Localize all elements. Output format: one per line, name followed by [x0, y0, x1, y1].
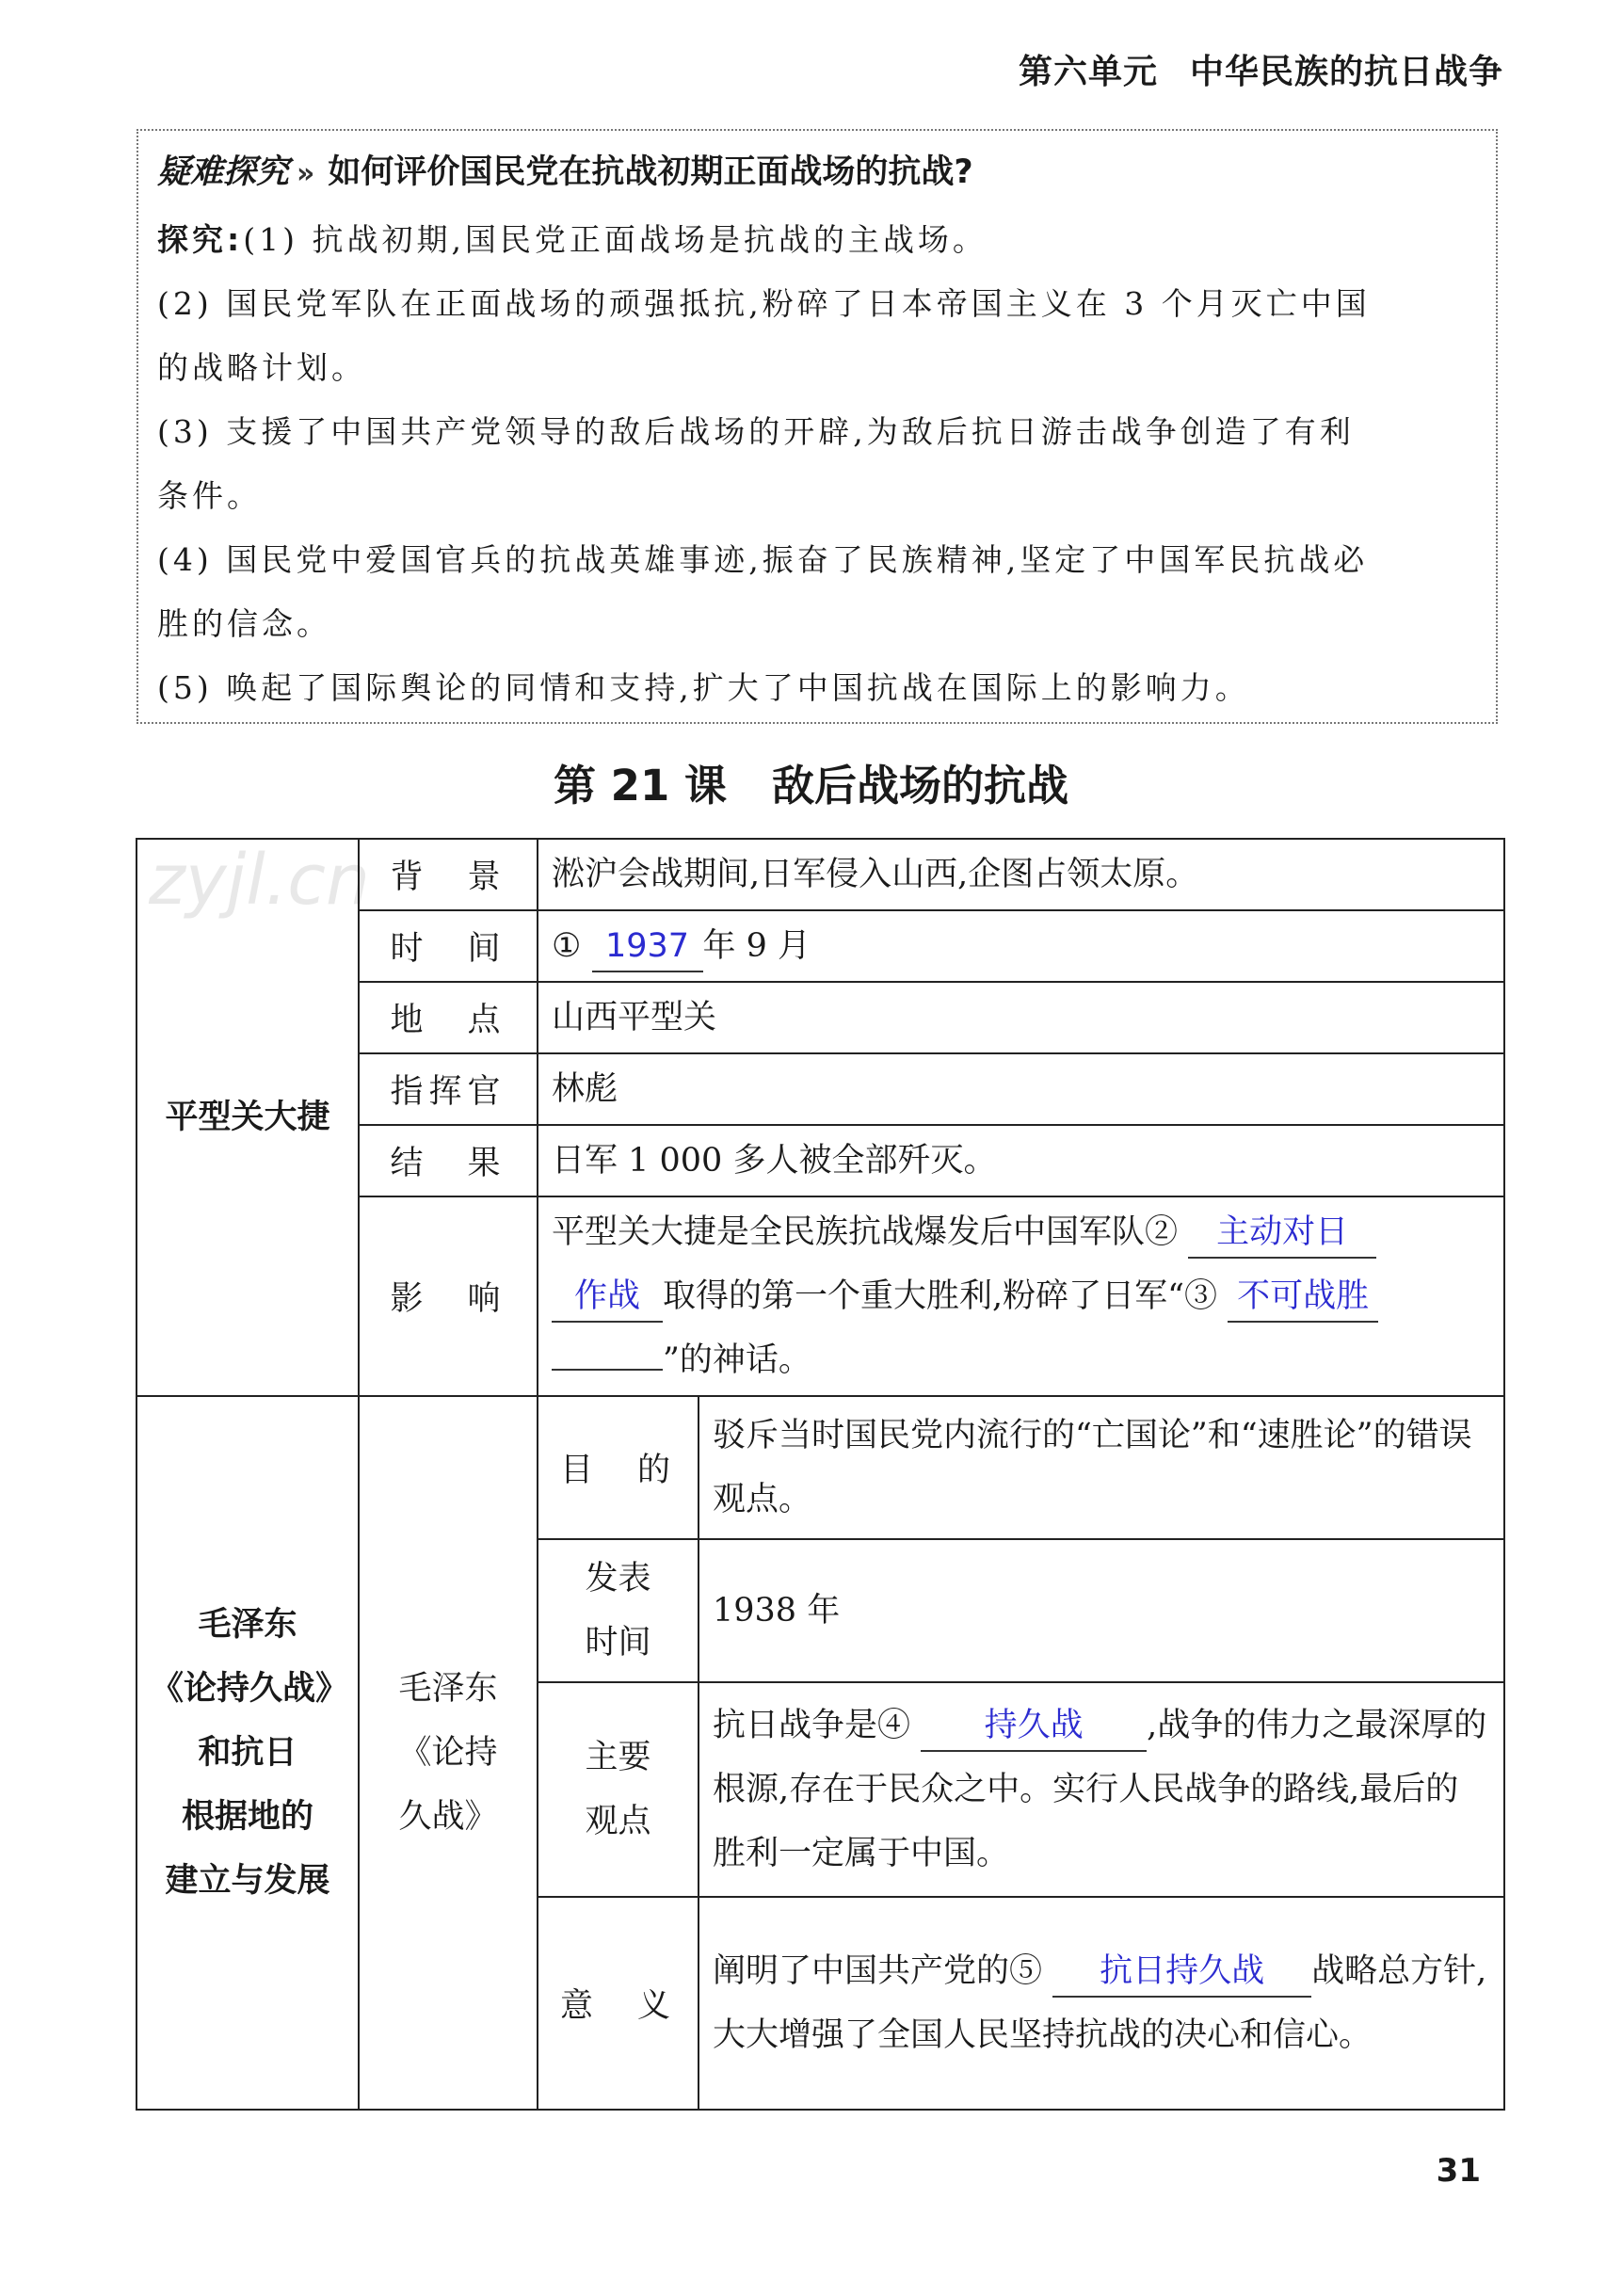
answer-blank-3-cont: [552, 1369, 663, 1371]
row-value-suffix: 年 9 月: [702, 927, 811, 965]
row-label: 地 点: [359, 982, 538, 1053]
inquiry-line: [157, 208, 1483, 272]
inquiry-line: (3) 支援了中国共产党领导的敌后战场的开辟,为敌后抗日游击战争创造了有利: [157, 413, 1355, 450]
row-label-line: 发表: [585, 1560, 651, 1598]
row-label: 影 响: [359, 1196, 538, 1396]
answer-label: 探究:: [157, 221, 244, 258]
lesson-title: [0, 751, 1622, 812]
table-row: [137, 839, 1504, 910]
inquiry-title: [157, 138, 1483, 208]
inquiry-line: 的战略计划。: [157, 349, 366, 386]
inquiry-line: (5) 唤起了国际舆论的同情和支持,扩大了中国抗战在国际上的影响力。: [157, 669, 1250, 706]
answer-blank-2a: 主动对日: [1188, 1208, 1376, 1259]
inquiry-line: (2) 国民党军队在正面战场的顽强抵抗,粉碎了日本帝国主义在 3 个月灭亡中国: [157, 285, 1371, 322]
impact-text: 平型关大捷是全民族抗战爆发后中国军队②: [552, 1213, 1179, 1251]
answer-blank-2b: 作战: [552, 1272, 663, 1323]
row-label: 指挥官: [359, 1053, 538, 1125]
subcategory-line: 毛泽东: [398, 1670, 498, 1708]
row-label: [538, 1682, 699, 1897]
row-value: 淞沪会战期间,日军侵入山西,企图占领太原。: [538, 839, 1504, 910]
impact-text: ”的神话。: [663, 1341, 811, 1379]
significance-text: 阐明了中国共产党的⑤: [713, 1952, 1043, 1990]
row-label: 意 义: [538, 1897, 699, 2110]
inquiry-tag: 疑难探究: [157, 153, 290, 191]
row-value: [538, 910, 1504, 982]
category-line: 建立与发展: [165, 1862, 330, 1900]
row-label-line: 时间: [585, 1624, 651, 1662]
row-value: 驳斥当时国民党内流行的“亡国论”和“速胜论”的错误观点。: [699, 1396, 1504, 1539]
subcategory-lun-chijiuzhan: [359, 1396, 538, 2110]
category-pingxingguan: 平型关大捷: [137, 839, 359, 1396]
row-value: 1938 年: [699, 1539, 1504, 1682]
category-line: 《论持久战》: [151, 1670, 349, 1708]
row-value: 日军 1 000 多人被全部歼灭。: [538, 1125, 1504, 1196]
inquiry-line: (4) 国民党中爱国官兵的抗战英雄事迹,振奋了民族精神,坚定了中国军民抗战必: [157, 541, 1369, 578]
category-line: 毛泽东: [198, 1606, 297, 1644]
subcategory-line: 久战》: [398, 1798, 498, 1836]
inquiry-line: 胜的信念。: [157, 605, 331, 642]
row-value: [538, 1196, 1504, 1396]
answer-blank-3: 不可战胜: [1228, 1272, 1378, 1323]
answer-blank-4: 持久战: [921, 1701, 1147, 1752]
unit-title: 中华民族的抗日战争: [1189, 53, 1503, 91]
viewpoint-text: ,战争的伟力之最深厚的根源,存在于民众之中。实行人民战争的路线,最后的胜利一定属于中国。: [713, 1707, 1487, 1872]
significance-text: 战略总方针,大大增强了全国人民坚持抗战的决心和信心。: [713, 1952, 1487, 2054]
unit-label: 第六单元: [1018, 53, 1158, 91]
impact-text: 取得的第一个重大胜利,粉碎了日军“③: [663, 1277, 1218, 1315]
row-label: 结 果: [359, 1125, 538, 1196]
page-header: [1019, 45, 1503, 93]
inquiry-box: [137, 129, 1498, 724]
lesson-table: [136, 838, 1505, 2111]
viewpoint-text: 抗日战争是④: [713, 1707, 911, 1744]
row-label: 背 景: [359, 839, 538, 910]
blank-number: ①: [552, 927, 582, 965]
row-value: [699, 1897, 1504, 2110]
category-line: 和抗日: [198, 1734, 297, 1772]
row-value: [699, 1682, 1504, 1897]
page-number: 31: [1436, 2152, 1481, 2190]
double-chevron-icon: »: [297, 157, 315, 190]
answer-blank-1: 1937: [592, 922, 703, 972]
inquiry-line-text: (1) 抗战初期,国民党正面战场是抗战的主战场。: [243, 221, 988, 258]
row-label: 目 的: [538, 1396, 699, 1539]
row-label-line: 观点: [585, 1803, 651, 1840]
lesson-number: 第 21 课: [554, 761, 727, 811]
row-value: 林彪: [538, 1053, 1504, 1125]
category-line: 根据地的: [181, 1798, 313, 1836]
inquiry-question: 如何评价国民党在抗战初期正面战场的抗战?: [328, 153, 973, 191]
category-maozedong: [137, 1396, 359, 2110]
watermark: zyjl.cn: [149, 840, 370, 921]
inquiry-line: 条件。: [157, 477, 262, 514]
subcategory-line: 《论持: [398, 1734, 498, 1772]
lesson-name: 敌后战场的抗战: [771, 761, 1068, 811]
row-value: 山西平型关: [538, 982, 1504, 1053]
row-label: [538, 1539, 699, 1682]
row-label-line: 主要: [585, 1739, 651, 1776]
answer-blank-5: 抗日持久战: [1052, 1947, 1311, 1998]
row-label: 时 间: [359, 910, 538, 982]
table-row: [137, 1396, 1504, 1539]
